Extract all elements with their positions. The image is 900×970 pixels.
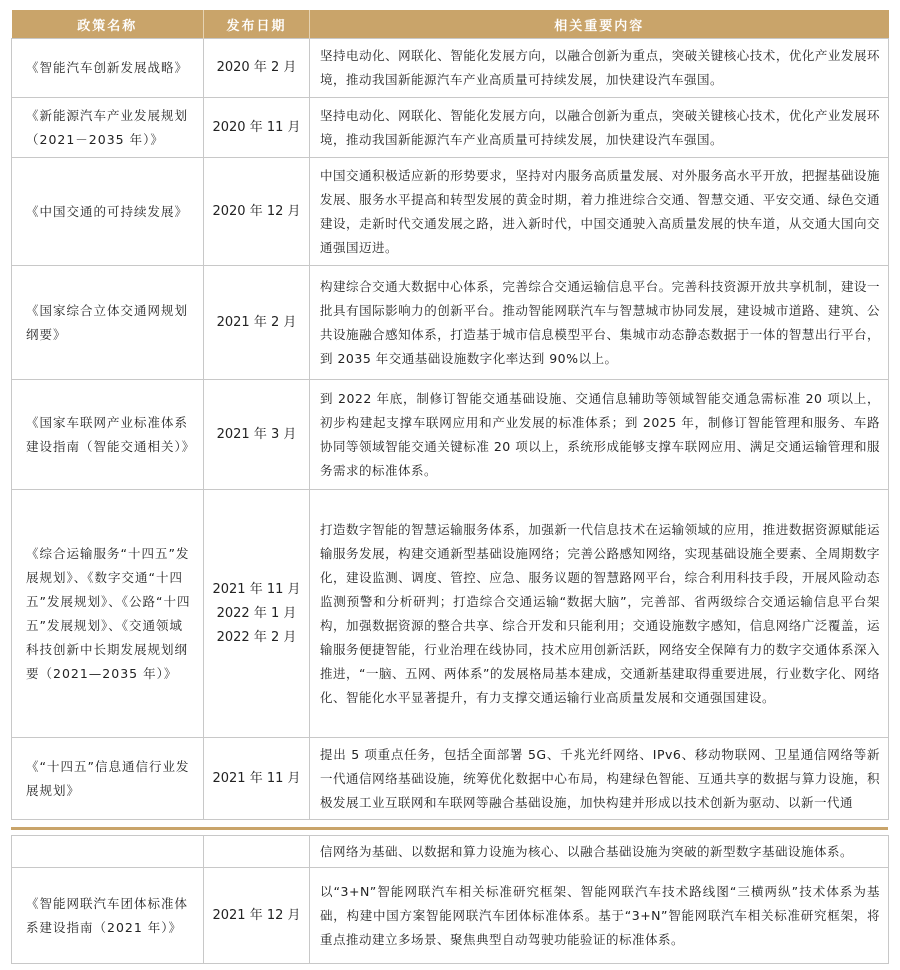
content-cell: 信网络为基础、以数据和算力设施为核心、以融合基础设施为突破的新型数字基础设施体系。: [310, 836, 889, 868]
policy-name-cell: 《智能网联汽车团体标准体系建设指南（2021 年）》: [12, 868, 204, 964]
release-date: 2022 年 1 月: [216, 605, 297, 621]
release-date: 2021 年 3 月: [216, 426, 297, 442]
content-cell: 打造数字智能的智慧运输服务体系，加强新一代信息技术在运输领域的应用，推进数据资源赋能运输服务发展，构建交通新型基础设施网络；完善公路感知网络，实现基础设施全要素、全周期数字化，建设监测、调度、管控、应急、服务议题的智慧路网平台，综合利用科技手段，开展风险动态监测预警和分析研判；打造综合交通运输“数据大脑”，完善部、省两级综合交通运输信息平台架构，加强数据资源的整合共享、综合开发和只能利用；交通设施数字感知，信息网络广泛覆盖，运输服务便捷智能，行业治理在线协同，技术应用创新活跃，网络安全保障有力的数字交通体系深入推进，“一脑、五网、两体系”的发展格局基本建成，交通新基建取得重要进展，行业数字化、网络化、智能化水平显著提升，有力支撑交通运输行业高质量发展和交通强国建设。: [310, 490, 889, 738]
table-row: [12, 266, 889, 380]
header-content: 相关重要内容: [310, 10, 889, 39]
release-date: 2020 年 11 月: [212, 119, 301, 135]
policy-name-cell: 《新能源汽车产业发展规划（2021－2035 年）》: [12, 98, 204, 158]
header-policy-name: 政策名称: [12, 10, 204, 39]
content-cell: 坚持电动化、网联化、智能化发展方向，以融合创新为重点，突破关键核心技术，优化产业发展环境，推动我国新能源汽车产业高质量可持续发展，加快建设汽车强国。: [310, 98, 889, 158]
empty-cell: [12, 836, 204, 868]
content-cell: 提出 5 项重点任务，包括全面部署 5G、千兆光纤网络、IPv6、移动物联网、卫星通信网络等新一代通信网络基础设施，统筹优化数据中心布局，构建绿色智能、互通共享的数据与算力设施，积极发展工业互联网和车联网等融合基础设施，加快构建并形成以技术创新为驱动、以新一代通: [310, 738, 889, 820]
page-break-rule: [11, 827, 888, 830]
release-date: 2020 年 2 月: [216, 60, 297, 75]
table-row: [12, 490, 889, 738]
release-date: 2022 年 2 月: [216, 629, 297, 645]
table-row-continuation: [12, 836, 889, 868]
release-date-cell: [204, 868, 310, 964]
table-row: [12, 738, 889, 820]
release-date-cell: [204, 266, 310, 380]
policy-name-cell: 《国家车联网产业标准体系建设指南（智能交通相关）》: [12, 380, 204, 490]
content-cell: 构建综合交通大数据中心体系，完善综合交通运输信息平台。完善科技资源开放共享机制，建设一批具有国际影响力的创新平台。推动智能网联汽车与智慧城市协同发展，建设城市道路、建筑、公共设施融合感知体系，打造基于城市信息模型平台、集城市动态静态数据于一体的智慧出行平台，到 2035 年交通基础设施数字化率达到 90%以上。: [310, 266, 889, 380]
policy-table: [11, 10, 889, 820]
table-row: [12, 98, 889, 158]
content-cell: 到 2022 年底，制修订智能交通基础设施、交通信息辅助等领域智能交通急需标准 20 项以上，初步构建起支撑车联网应用和产业发展的标准体系；到 2025 年，制修订智能管理和服务、车路协同等领域智能交通关键标准 20 项以上，系统形成能够支撑车联网应用、满足交通运输管理和服务需求的标准体系。: [310, 380, 889, 490]
policy-name-cell: 《“十四五”信息通信行业发展规划》: [12, 738, 204, 820]
policy-name-cell: 《国家综合立体交通网规划纲要》: [12, 266, 204, 380]
release-date-cell: [204, 158, 310, 266]
table-row: [12, 380, 889, 490]
policy-name-cell: 《中国交通的可持续发展》: [12, 158, 204, 266]
table-header-row: [12, 10, 889, 39]
release-date-cell: [204, 39, 310, 98]
release-date: 2021 年 11 月: [212, 581, 301, 597]
release-date-cell: [204, 738, 310, 820]
release-date: 2021 年 11 月: [212, 770, 301, 786]
release-date-cell: [204, 490, 310, 738]
table-row: [12, 39, 889, 98]
release-date: 2021 年 2 月: [216, 314, 297, 330]
release-date: 2021 年 12 月: [212, 907, 301, 923]
table-row: [12, 868, 889, 964]
release-date-cell: [204, 380, 310, 490]
policy-name-cell: 《智能汽车创新发展战略》: [12, 39, 204, 98]
release-date: 2020 年 12 月: [212, 203, 301, 219]
policy-name-cell: 《综合运输服务“十四五”发展规划》、《数字交通“十四五”发展规划》、《公路“十四五”发展规划》、《交通领域科技创新中长期发展规划纲要（2021—2035 年）》: [12, 490, 204, 738]
content-cell: 中国交通积极适应新的形势要求，坚持对内服务高质量发展、对外服务高水平开放，把握基础设施发展、服务水平提高和转型发展的黄金时期，着力推进综合交通、智慧交通、平安交通、绿色交通建设，走新时代交通发展之路，进入新时代，中国交通驶入高质量发展的快车道，从交通大国向交通强国迈进。: [310, 158, 889, 266]
table-row: [12, 158, 889, 266]
empty-cell: [204, 836, 310, 868]
policy-table-continued: [11, 835, 889, 964]
content-cell: 坚持电动化、网联化、智能化发展方向，以融合创新为重点，突破关键核心技术，优化产业发展环境，推动我国新能源汽车产业高质量可持续发展，加快建设汽车强国。: [310, 39, 889, 98]
release-date-cell: [204, 98, 310, 158]
header-release-date: 发布日期: [204, 10, 310, 39]
content-cell: 以“3+N”智能网联汽车相关标准研究框架、智能网联汽车技术路线图“三横两纵”技术体系为基础，构建中国方案智能网联汽车团体标准体系。基于“3+N”智能网联汽车相关标准研究框架，将重点推动建立多场景、聚焦典型自动驾驶功能验证的标准体系。: [310, 868, 889, 964]
